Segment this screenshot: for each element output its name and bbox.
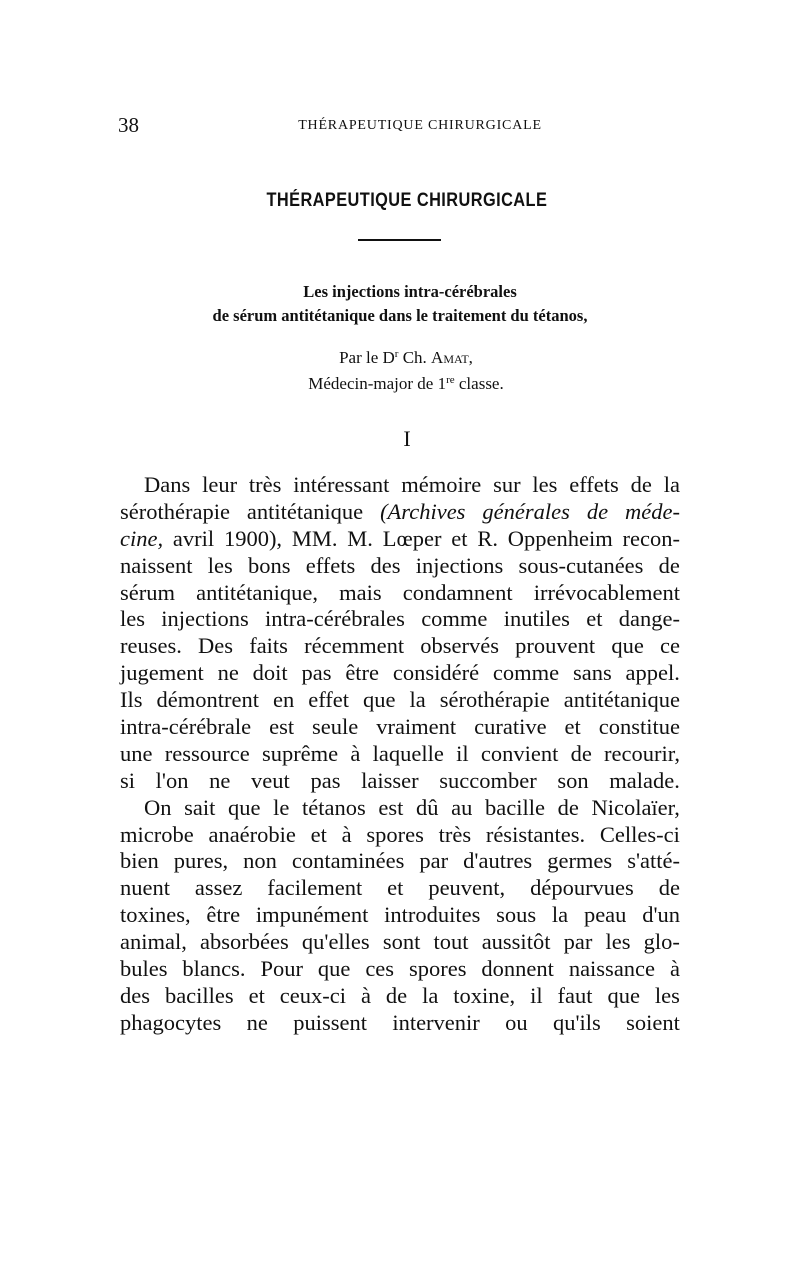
- word: ou: [505, 1009, 528, 1035]
- word: au: [451, 794, 473, 820]
- text-line: [120, 741, 680, 768]
- section-title: THÉRAPEUTIQUE CHIRURGICALE: [266, 190, 548, 211]
- word: non: [243, 848, 277, 874]
- word: considéré: [392, 660, 480, 686]
- word: et: [586, 606, 603, 632]
- page-number: 38: [118, 113, 139, 137]
- word: animal,: [120, 929, 187, 955]
- text-line: [120, 687, 680, 714]
- word: laquelle: [372, 740, 444, 766]
- running-head: [0, 114, 800, 136]
- word: blancs.: [182, 956, 246, 982]
- word: son: [557, 767, 589, 793]
- text-line: [120, 660, 680, 687]
- article-title-line-1: Les injections intra-cérébrales: [303, 282, 517, 301]
- byline-prefix: Par le D: [339, 348, 395, 367]
- word: leur: [202, 472, 238, 497]
- word: les: [654, 982, 680, 1008]
- word: et: [248, 982, 265, 1008]
- body-text: [120, 472, 680, 1037]
- word: peuvent,: [428, 875, 506, 901]
- word: être: [345, 660, 380, 686]
- word: nuent: [120, 875, 170, 901]
- word: tout: [433, 929, 469, 955]
- word: sérothérapie: [120, 498, 230, 524]
- word: veut: [251, 767, 290, 793]
- word: il: [456, 740, 469, 766]
- word: la: [409, 687, 426, 713]
- word: la: [551, 902, 569, 928]
- word: comme: [492, 660, 560, 686]
- word: et: [564, 714, 581, 740]
- word: constitue: [598, 714, 680, 740]
- word: récemment: [304, 633, 405, 659]
- text-line: [120, 822, 680, 849]
- text-line: [120, 472, 680, 499]
- word: l'on: [155, 767, 189, 793]
- word: glo-: [643, 929, 680, 955]
- word: ce: [659, 633, 680, 659]
- word: intra-cérébrales: [265, 606, 405, 632]
- word: effets: [569, 472, 619, 497]
- word: doit: [252, 660, 288, 686]
- word: vraiment: [376, 714, 457, 740]
- word: assez: [194, 875, 243, 901]
- word: il: [530, 982, 543, 1008]
- word: à: [669, 956, 680, 982]
- rank-superscript: re: [446, 374, 455, 386]
- word: que: [611, 633, 644, 659]
- word: pas: [310, 767, 341, 793]
- text-line: [120, 606, 680, 633]
- word: les: [605, 929, 631, 955]
- word: des: [120, 982, 150, 1008]
- word: facilement: [267, 875, 363, 901]
- word: sérum: [120, 579, 175, 605]
- word: tétanos: [302, 794, 366, 820]
- word: comme: [421, 606, 488, 632]
- word: phagocytes: [120, 1009, 222, 1035]
- text-line: [120, 983, 680, 1010]
- word: antitétanique: [563, 687, 680, 713]
- word: (Archives: [380, 498, 466, 524]
- word: observés: [420, 633, 499, 659]
- word: appel.: [625, 660, 680, 686]
- word: par: [419, 848, 449, 874]
- word: à: [360, 982, 371, 1008]
- word: naissent: [120, 552, 193, 578]
- word: irrévocablement: [533, 579, 680, 605]
- word: soient: [626, 1009, 680, 1035]
- word: peau: [583, 902, 627, 928]
- rank-prefix: Médecin-major de 1: [308, 374, 447, 393]
- word: dû: [415, 794, 439, 820]
- word: avril: [172, 525, 215, 551]
- word: recon-: [622, 525, 680, 551]
- word: générales: [482, 498, 570, 524]
- word: les: [207, 552, 233, 578]
- word: que: [228, 794, 261, 820]
- word: injections: [161, 606, 249, 632]
- word: être: [206, 902, 241, 928]
- word: spores: [366, 821, 424, 847]
- word: sans: [572, 660, 612, 686]
- word: que: [363, 687, 396, 713]
- word: de: [570, 740, 592, 766]
- word: jugement: [120, 660, 204, 686]
- author-surname: Amat,: [431, 348, 473, 367]
- word: dange-: [618, 606, 680, 632]
- word: ne: [217, 660, 239, 686]
- word: bons: [247, 552, 291, 578]
- word: et: [387, 875, 404, 901]
- word: sous-cutanées: [518, 552, 644, 578]
- text-line: [120, 633, 680, 660]
- word: intervenir: [392, 1009, 480, 1035]
- word: effets: [305, 552, 356, 578]
- word: est: [378, 794, 404, 820]
- running-title: THÉRAPEUTIQUE CHIRURGICALE: [298, 118, 542, 133]
- word: très: [438, 821, 472, 847]
- word: la: [663, 472, 680, 497]
- word: naissance: [568, 956, 656, 982]
- word: très: [248, 472, 282, 497]
- word: prouvent: [515, 633, 596, 659]
- word: anaérobie: [208, 821, 296, 847]
- word: ressource: [164, 740, 250, 766]
- word: à: [341, 821, 352, 847]
- author-rank: [0, 374, 800, 394]
- word: si: [120, 767, 136, 793]
- word: M.: [347, 525, 373, 551]
- word: ne: [209, 767, 231, 793]
- word: Dans: [144, 472, 191, 497]
- word: démontrent: [156, 687, 259, 713]
- word: Des: [198, 633, 234, 659]
- word: ceux-ci: [279, 982, 347, 1008]
- word: condamnent: [402, 579, 513, 605]
- word: et: [451, 525, 468, 551]
- text-line: [120, 929, 680, 956]
- word: Ils: [120, 687, 143, 713]
- word: bacille: [484, 794, 545, 820]
- word: bien: [120, 848, 159, 874]
- word: injections: [415, 552, 504, 578]
- word: à: [350, 740, 361, 766]
- text-line: [120, 768, 680, 795]
- word: antitétanique: [246, 498, 364, 524]
- word: par: [563, 929, 593, 955]
- word: impunément: [255, 902, 369, 928]
- word: d'autres: [463, 848, 533, 874]
- word: que: [317, 956, 351, 982]
- word: absorbées: [200, 929, 289, 955]
- word: une: [120, 740, 153, 766]
- word: résistantes.: [485, 821, 586, 847]
- word: cine,: [120, 525, 164, 551]
- text-line: [120, 875, 680, 902]
- text-line: [120, 956, 680, 983]
- word: Oppenheim: [507, 525, 613, 551]
- word: qu'ils: [553, 1009, 601, 1035]
- word: Celles-ci: [599, 821, 680, 847]
- word: les: [532, 472, 558, 497]
- word: le: [273, 794, 290, 820]
- word: pas: [301, 660, 332, 686]
- text-line: [120, 795, 680, 822]
- word: suprême: [261, 740, 339, 766]
- word: germes: [547, 848, 613, 874]
- word: toxine,: [453, 982, 516, 1008]
- word: intéressant: [293, 472, 390, 497]
- word: que: [607, 982, 640, 1008]
- word: est: [269, 714, 295, 740]
- word: malade.: [609, 767, 680, 793]
- word: succomber: [439, 767, 537, 793]
- word: microbe: [120, 821, 194, 847]
- word: Nicolaïer,: [591, 794, 680, 820]
- text-line: [120, 714, 680, 741]
- article-title-line-2: de sérum antitétanique dans le traitement du tétanos,: [212, 306, 588, 325]
- word: et: [310, 821, 327, 847]
- word: convient: [480, 740, 559, 766]
- word: faut: [557, 982, 593, 1008]
- text-line: [120, 580, 680, 607]
- word: laisser: [361, 767, 419, 793]
- word: de: [557, 794, 579, 820]
- word: sur: [493, 472, 521, 497]
- section-numeral: I: [403, 426, 411, 451]
- word: puissent: [293, 1009, 367, 1035]
- text-line: [120, 499, 680, 526]
- word: s'atté-: [627, 848, 680, 874]
- word: de: [630, 472, 652, 497]
- word: mais: [339, 579, 382, 605]
- word: ne: [246, 1009, 268, 1035]
- word: Lœper: [382, 525, 442, 551]
- word: d'un: [642, 902, 680, 928]
- word: sait: [184, 794, 216, 820]
- word: MM.: [291, 525, 338, 551]
- word: sont: [382, 929, 421, 955]
- word: de: [385, 982, 408, 1008]
- text-line: [120, 526, 680, 553]
- word: seule: [312, 714, 359, 740]
- word: la: [422, 982, 439, 1008]
- word: bules: [120, 956, 168, 982]
- word: introduites: [384, 902, 481, 928]
- word: des: [370, 552, 401, 578]
- word: ces: [365, 956, 395, 982]
- title-rule: [358, 239, 441, 241]
- word: de: [658, 552, 680, 578]
- word: On: [144, 794, 172, 820]
- word: recourir,: [604, 740, 680, 766]
- word: qu'elles: [301, 929, 370, 955]
- word: bacilles: [164, 982, 234, 1008]
- word: sous: [496, 902, 537, 928]
- word: mémoire: [401, 472, 482, 497]
- word: R.: [477, 525, 498, 551]
- word: de: [586, 498, 609, 524]
- word: les: [120, 606, 145, 632]
- text-line: [120, 848, 680, 875]
- word: aussitôt: [481, 929, 551, 955]
- word: faits: [249, 633, 288, 659]
- word: sérothérapie: [439, 687, 550, 713]
- text-line: [120, 1010, 680, 1037]
- word: 1900),: [223, 525, 283, 551]
- word: intra-cérébrale: [120, 714, 252, 740]
- word: pures,: [173, 848, 229, 874]
- word: Pour: [260, 956, 303, 982]
- byline-superscript: r: [394, 348, 399, 360]
- word: spores: [408, 956, 467, 982]
- word: antitétanique,: [196, 579, 318, 605]
- author-initial: Ch.: [402, 348, 427, 367]
- rank-suffix: classe.: [454, 374, 504, 393]
- word: donnent: [481, 956, 554, 982]
- word: effet: [308, 687, 350, 713]
- text-line: [120, 553, 680, 580]
- word: curative: [474, 714, 547, 740]
- word: méde-: [625, 498, 680, 524]
- text-line: [120, 902, 680, 929]
- word: de: [658, 875, 680, 901]
- word: toxines,: [120, 902, 191, 928]
- word: inutiles: [503, 606, 570, 632]
- word: reuses.: [120, 633, 182, 659]
- word: en: [272, 687, 295, 713]
- author-byline: [0, 348, 800, 368]
- word: contaminées: [291, 848, 405, 874]
- word: dépourvues: [530, 875, 634, 901]
